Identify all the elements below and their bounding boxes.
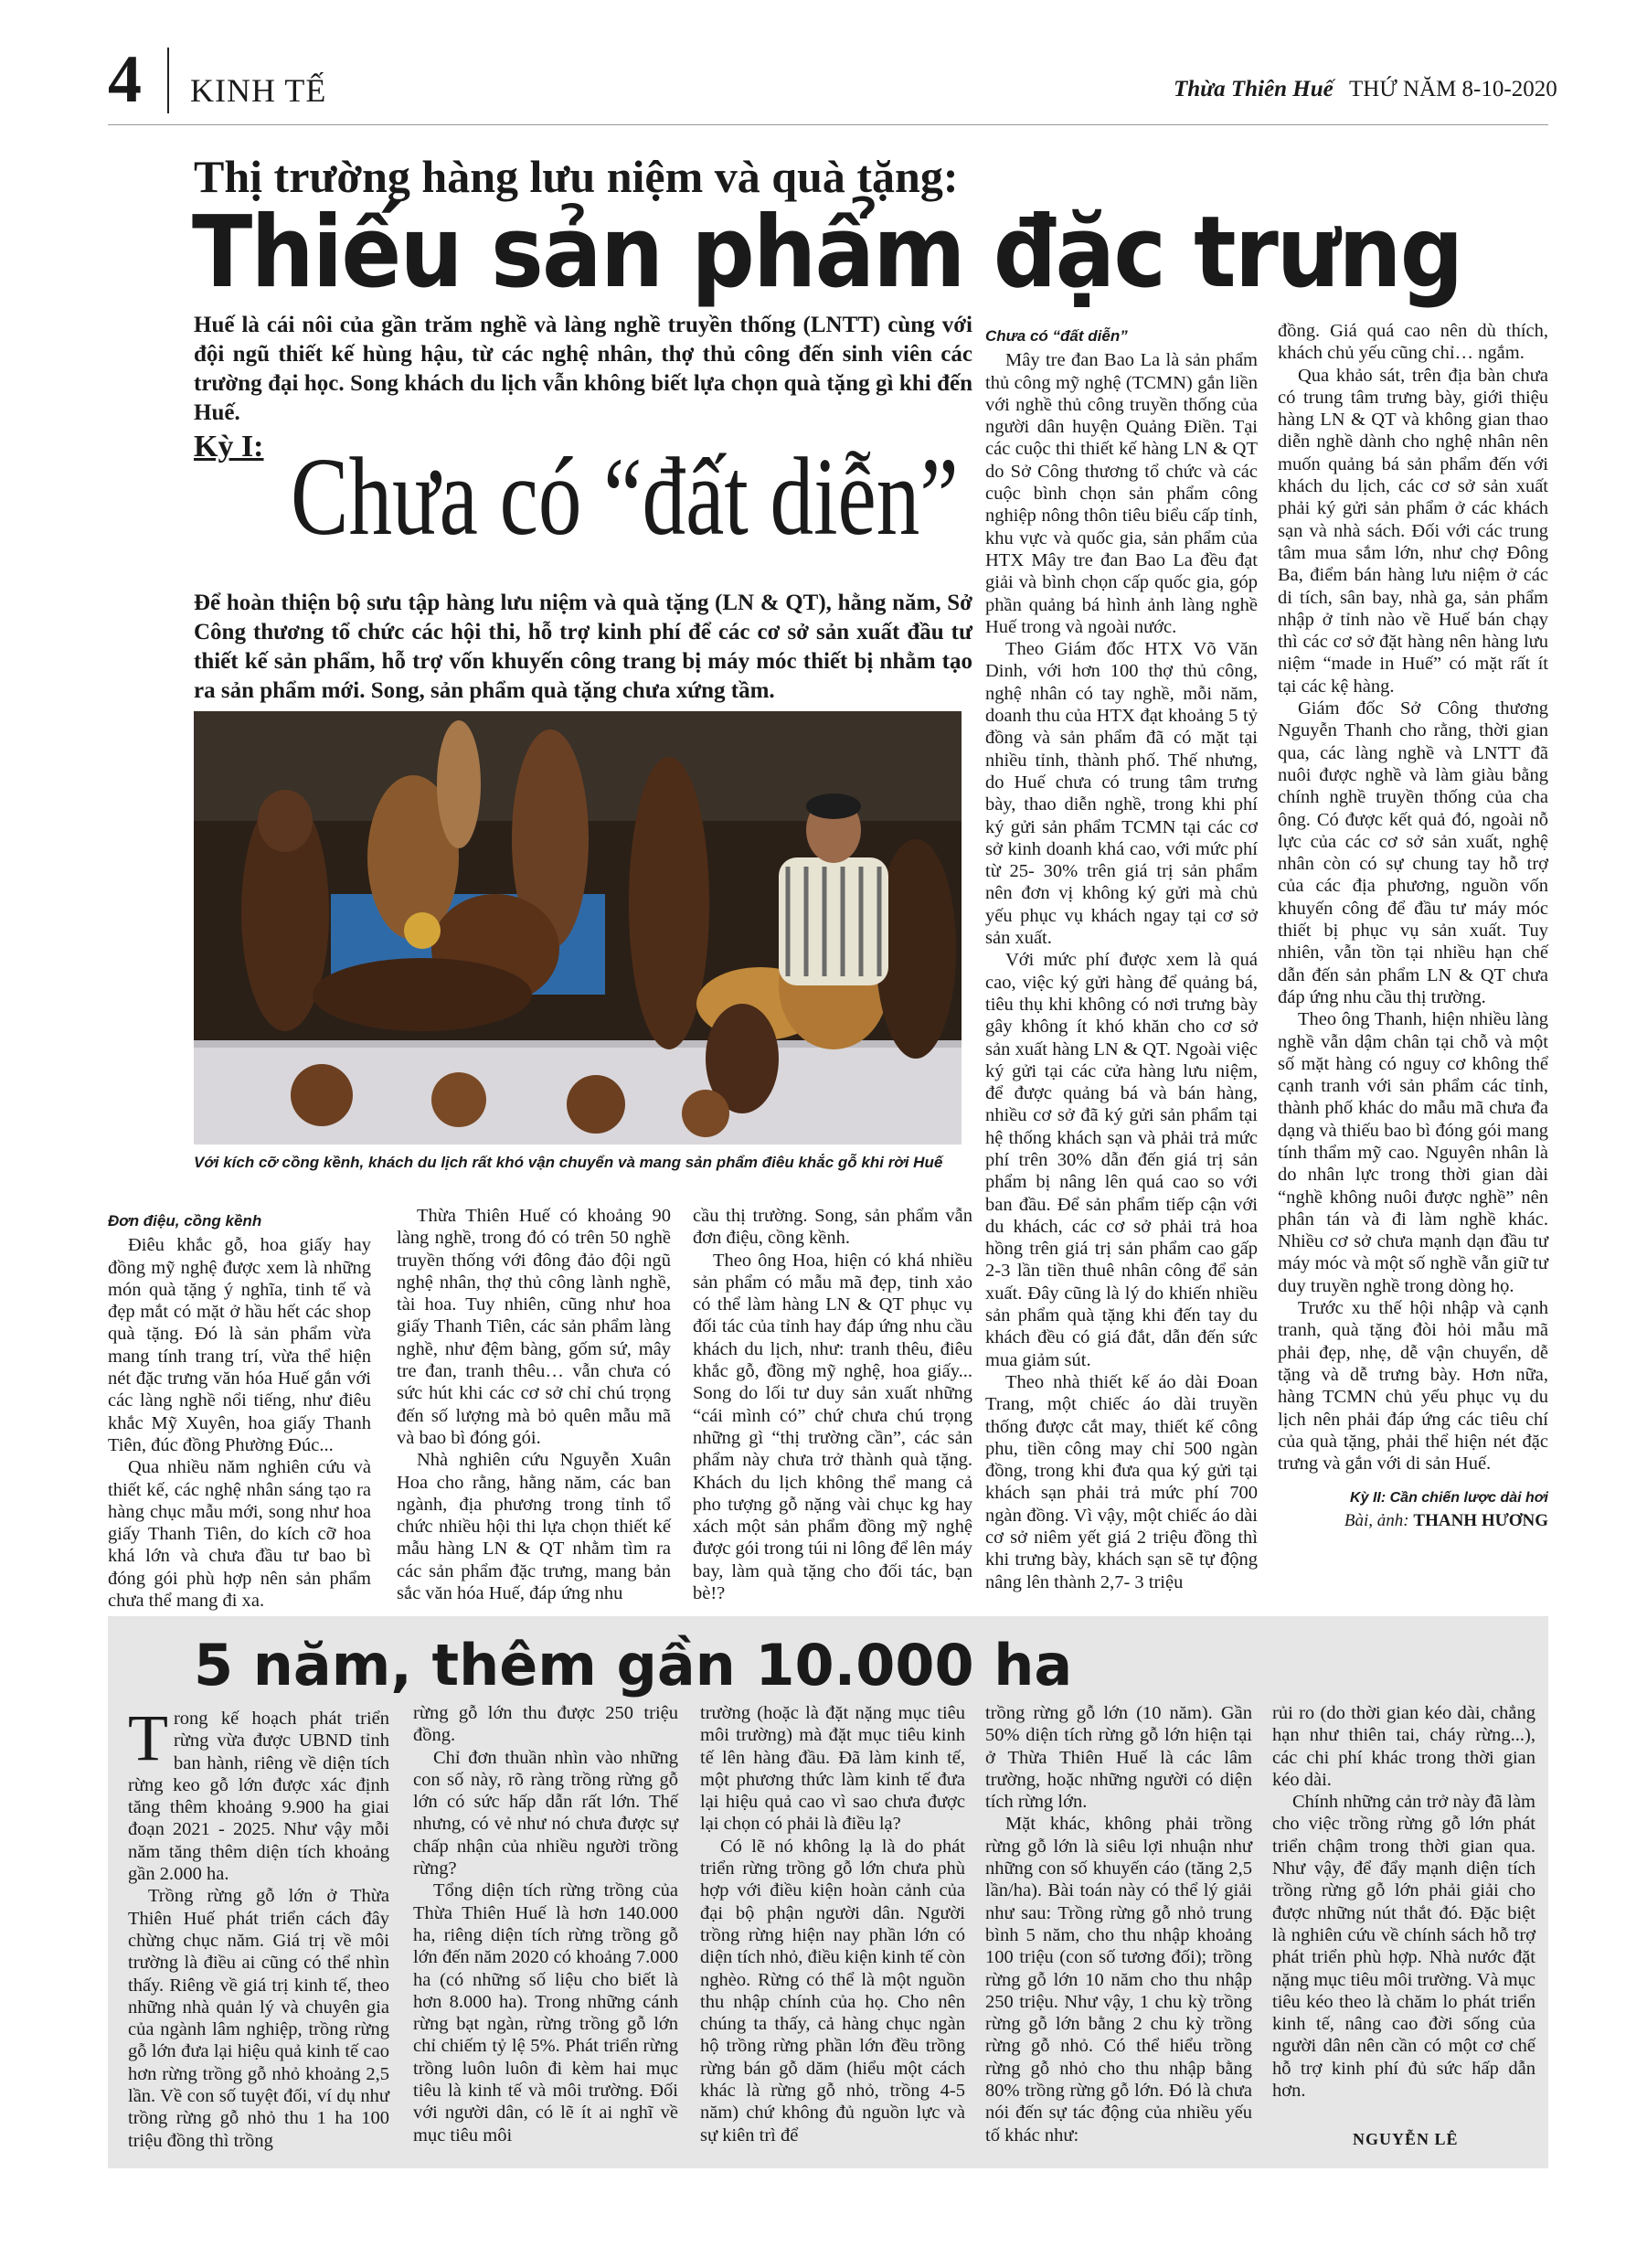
box-column-2 bbox=[413, 1702, 678, 2146]
paragraph: Có lẽ nó không lạ là do phát triển rừng trồng gỗ lớn chưa phù hợp với điều kiện hoàn cảnh của đại bộ phận người dân. Người trồng rừng hiện nay phần lớn có diện tích nhỏ, điều kiện kinh tế còn nghèo. Rừng có thể là một nguồn thu nhập chính của họ. Cho nên chúng ta thấy, cả hàng chục ngàn hộ trồng rừng phần lớn đều trồng rừng bán gỗ dăm (hiểu một cách khác là rừng gỗ nhỏ, trồng 4-5 năm) chứ không đủ nguồn lực và sự kiên trì để bbox=[700, 1836, 965, 2146]
section-subheading: Đơn điệu, cồng kềnh bbox=[108, 1212, 262, 1230]
article-kicker: Thị trường hàng lưu niệm và quà tặng: bbox=[194, 151, 959, 202]
header-divider bbox=[167, 48, 169, 113]
paragraph: trồng rừng gỗ lớn (10 năm). Gần 50% diện tích rừng gỗ lớn hiện tại ở Thừa Thiên Huế là các lâm trường, hoặc những người có diện tích rừng lớn. bbox=[985, 1703, 1252, 1813]
drop-cap: T bbox=[128, 1701, 168, 1774]
article-column-2 bbox=[397, 1205, 671, 1604]
box-column-5 bbox=[1272, 1702, 1535, 2102]
next-part-teaser: Kỳ II: Cần chiến lược dài hơi bbox=[1350, 1490, 1548, 1507]
paragraph: Qua nhiều năm nghiên cứu và thiết kế, các nghệ nhân sáng tạo ra hàng chục mẫu mới, song như hoa giấy Thanh Tiên, do kích cỡ hoa khá lớn và chưa đầu tư bao bì đóng gói phù hợp nên sản phẩm chưa thể mang đi xa. bbox=[108, 1457, 371, 1612]
page-number: 4 bbox=[108, 42, 142, 117]
byline-author: THANH HƯƠNG bbox=[1413, 1510, 1548, 1530]
paragraph: trường (hoặc là đặt nặng mục tiêu môi trường) mà đặt mục tiêu kinh tế lên hàng đầu. Đã làm kinh tế, một phương thức làm kinh tế đưa lại hiệu quả cao vì sao chưa được lại chọn có phải là điều lạ? bbox=[700, 1703, 965, 1835]
paragraph: Mặt khác, không phải trồng rừng gỗ lớn là siêu lợi nhuận như những con số khuyến cáo (tăng 2,5 lần/ha). Bài toán này có thể lý giải như sau: Trồng rừng gỗ nhỏ trung bình 5 năm, cho thu nhập khoảng 100 triệu (con số tương đối); trồng rừng gỗ lớn 10 năm cho thu nhập 250 triệu. Như vậy, 1 chu kỳ trồng rừng gỗ lớn bằng 2 chu kỳ trồng rừng gỗ nhỏ. Có thể hiểu trồng rừng gỗ nhỏ cho thu nhập bằng 80% trồng rừng gỗ lớn. Đó là chưa nói đến sự tác động của nhiều yếu tố khác như: bbox=[985, 1814, 1252, 2146]
paragraph: rừng gỗ lớn thu được 250 triệu đồng. bbox=[413, 1703, 678, 1746]
paragraph: Với mức phí được xem là quá cao, việc ký gửi hàng để quảng bá, tiêu thụ khi không có nơi trưng bày gây không ít khó khăn cho cơ sở sản xuất hàng LN & QT. Ngoài việc ký gửi tại các cửa hàng lưu niệm, để được quảng bá và bán hàng, nhiều cơ sở đã ký gửi sản phẩm tại hệ thống khách sạn và phải trả mức phí trên 30% dẫn đến giá trị sản phẩm bị nâng lên quá cao so với ban đầu. Để sản phẩm tiếp cận với du khách, các cơ sở phải trả hoa hồng trên giá trị sản phẩm cao gấp 2-3 lần tiền thuê nhân công để sản xuất. Đây cũng là lý do khiến nhiều sản phẩm quà tặng khi đến tay du khách đều có giá đắt, dẫn đến sức mua giảm sút. bbox=[985, 950, 1258, 1370]
paragraph: Trồng rừng gỗ lớn ở Thừa Thiên Huế phát triển cách đây chừng chục năm. Giá trị về môi trường là điều ai cũng có thể nhìn thấy. Riêng về giá trị kinh tế, theo những nhà quản lý và chuyên gia của ngành lâm nghiệp, trồng rừng gỗ lớn đưa lại hiệu quả kinh tế cao hơn rừng trồng gỗ nhỏ khoảng 2,5 lần. Về con số tuyệt đối, ví dụ như trồng rừng gỗ nhỏ thu 1 ha 100 triệu đồng thì trồng bbox=[128, 1886, 389, 2151]
article-column-4 bbox=[985, 325, 1258, 1593]
paragraph: Nhà nghiên cứu Nguyễn Xuân Hoa cho rằng, hằng năm, các ban ngành, địa phương trong tỉnh tổ chức nhiều hội thi lựa chọn thiết kế mẫu hàng LN & QT nhằm tìm ra các sản phẩm đặc trưng, mang bản sắc văn hóa Huế, đáp ứng nhu bbox=[397, 1450, 671, 1604]
header-rule bbox=[108, 124, 1548, 125]
article-headline: Thiếu sản phẩm đặc trưng bbox=[192, 196, 1462, 310]
paragraph: đồng. Giá quá cao nên dù thích, khách chủ yếu cũng chỉ… ngắm. bbox=[1278, 321, 1548, 364]
paragraph: Theo nhà thiết kế áo dài Đoan Trang, một chiếc áo dài truyền thống được cắt may, thiết kế công phu, tiền công may chỉ 500 ngàn đồng, trong khi đưa qua ký gửi tại khách sạn phải trả mức phí 700 ngàn đồng. Vì vậy, một chiếc áo dài cơ sở niêm yết giá 2 triệu đồng thì khi trưng bày, khách sạn sẽ tự động nâng lên thành 2,7- 3 triệu bbox=[985, 1371, 1258, 1592]
paragraph: rủi ro (do thời gian kéo dài, chẳng hạn như thiên tai, cháy rừng...), các chi phí khác trong thời gian kéo dài. bbox=[1272, 1703, 1535, 1790]
paragraph bbox=[128, 1701, 389, 1885]
paragraph: Theo Giám đốc HTX Võ Văn Dinh, với hơn 100 thợ thủ công, nghệ nhân có tay nghề, mỗi năm, doanh thu của HTX đạt khoảng 5 tỷ đồng và sản phẩm đã có mặt tại nhiều tỉnh, thành phố. Thế nhưng, do Huế chưa có trung tâm trưng bày, thao diễn nghề, trong khi phí ký gửi sản phẩm TCMN tại các cơ sở kinh doanh khá cao, với mức phí từ 25- 30% trên giá trị sản phẩm nên đơn vị không ký gửi mà chủ yếu phục vụ khách ngay tại cơ sở sản xuất. bbox=[985, 639, 1258, 949]
article-column-5 bbox=[1278, 320, 1548, 1532]
paragraph: Mây tre đan Bao La là sản phẩm thủ công mỹ nghệ (TCMN) gắn liền với nghề thủ công truyền thống của người dân huyện Quảng Điền. Tại các cuộc thi thiết kế hàng LN & QT do Sở Công thương tổ chức và các cuộc bình chọn sản phẩm công nghiệp nông thôn tiêu biểu cấp tỉnh, khu vực và quốc gia, sản phẩm của HTX Mây tre đan Bao La đều đạt giải và bình chọn cấp quốc gia, góp phần quảng bá hình ảnh làng nghề Huế trong và ngoài nước. bbox=[985, 350, 1258, 637]
photo-caption: Với kích cỡ cồng kềnh, khách du lịch rất khó vận chuyển và mang sản phẩm điêu khắc gỗ khi rời Huế bbox=[194, 1154, 943, 1171]
paragraph: Chính những cản trở này đã làm cho việc trồng rừng gỗ lớn phát triển chậm trong thời gian qua. Như vậy, để đẩy mạnh diện tích trồng rừng gỗ lớn phải giải cho được những nút thắt đó. Đặc biệt là nghiên cứu về chính sách hỗ trợ phát triển phù hợp. Nhà nước đặt nặng mục tiêu môi trường. Và mục tiêu kéo theo là chăm lo phát triển kinh tế, nâng cao đời sống của người dân nên cần có một cơ chế hỗ trợ kinh phí đủ sức hấp dẫn hơn. bbox=[1272, 1792, 1535, 2102]
paragraph: cầu thị trường. Song, sản phẩm vẫn đơn điệu, cồng kềnh. bbox=[693, 1206, 972, 1249]
byline-label: Bài, ảnh: bbox=[1344, 1510, 1409, 1530]
paragraph-text: rong kế hoạch phát triển rừng vừa được UBND tỉnh ban hành, riêng về diện tích rừng keo gỗ lớn được xác định tăng thêm khoảng 9.900 ha giai đoạn 2021 - 2025. Như vậy mỗi năm tăng thêm diện tích khoảng gần 2.000 ha. bbox=[128, 1709, 389, 1885]
article-lead: Huế là cái nôi của gần trăm nghề và làng nghề truyền thống (LNTT) cùng với đội ngũ thiết kế hùng hậu, từ các nghệ nhân, thợ thủ công đến sinh viên các trường đại học. Song khách du lịch vẫn không biết lựa chọn quà tặng gì khi đến Huế. bbox=[194, 313, 972, 425]
paragraph: Tổng diện tích rừng trồng của Thừa Thiên Huế là hơn 140.000 ha, riêng diện tích rừng trồng gỗ lớn đến năm 2020 có khoảng 7.000 ha (có những số liệu cho biết là hơn 8.000 ha). Trong những cánh rừng bạt ngàn, rừng trồng gỗ lớn chỉ chiếm tỷ lệ 5%. Phát triển rừng trồng luôn luôn đi kèm hai mục tiêu là kinh tế và môi trường. Đối với người dân, có lẽ ít ai nghĩ về mục tiêu môi bbox=[413, 1880, 678, 2146]
byline bbox=[1278, 1510, 1548, 1532]
article-column-3 bbox=[693, 1205, 972, 1604]
woodcarving-photo-illustration bbox=[194, 711, 962, 1145]
paragraph: Điêu khắc gỗ, hoa giấy hay đồng mỹ nghệ được xem là những món quà tặng ý nghĩa, tinh tế và đẹp mắt có mặt ở hầu hết các shop quà tặng. Đó là sản phẩm vừa mang tính trang trí, vừa thể hiện nét đặc trưng văn hóa Huế gắn với các làng nghề nổi tiếng, như điêu khắc Mỹ Xuyên, hoa giấy Thanh Tiên, đúc đồng Phường Đúc... bbox=[108, 1235, 371, 1455]
article-subheadline: Chưa có “đất diễn” bbox=[291, 435, 959, 559]
article-photo bbox=[194, 711, 962, 1145]
box-column-1 bbox=[128, 1701, 389, 2152]
paragraph: Trước xu thế hội nhập và cạnh tranh, quà tặng đòi hỏi mẫu mã phải đẹp, nhẹ, dễ vận chuyển, dễ tặng và dễ trưng bày. Hơn nữa, hàng TCMN chủ yếu phục vụ du lịch nên phải đáp ứng các tiêu chí của quà tặng, phải thể hiện nét đặc trưng và gắn với di sản Huế. bbox=[1278, 1298, 1548, 1475]
part-label: Kỳ I: bbox=[194, 430, 264, 463]
paragraph: Theo ông Thanh, hiện nhiều làng nghề vẫn dậm chân tại chỗ và một số mặt hàng có nguy cơ không thể cạnh tranh với sản phẩm các tỉnh, thành phố khác do mẫu mã chưa đa dạng và thiếu bao bì đóng gói mang tính thẩm mỹ cao. Nguyên nhân là do nhân lực trong thời gian dài “nghề không nuôi được nghề” nên phân tán và đi làm nghề khác. Nhiều cơ sở chưa mạnh dạn đầu tư máy móc và một số nghề vẫn giữ tư duy truyền nghề trong dòng họ. bbox=[1278, 1009, 1548, 1296]
article-sublead: Để hoàn thiện bộ sưu tập hàng lưu niệm và quà tặng (LN & QT), hằng năm, Sở Công thương tổ chức các hội thi, hỗ trợ kinh phí để các cơ sở sản xuất đầu tư thiết kế sản phẩm, hỗ trợ vốn khuyến công trang bị máy móc thiết bị nhằm tạo ra sản phẩm mới. Song, sản phẩm quà tặng chưa xứng tầm. bbox=[194, 591, 972, 703]
paragraph: Theo ông Hoa, hiện có khá nhiều sản phẩm có mẫu mã đẹp, tinh xảo có thể làm hàng LN & QT phục vụ đối tác của tỉnh hay đáp ứng nhu cầu khách du lịch, như: tranh thêu, điêu khắc gỗ, đồng mỹ nghệ, hoa giấy... Song do lối tư duy sản xuất những “cái mình có” chứ chưa chú trọng những gì “thị trường cần”, các sản phẩm này chưa trở thành quà tặng. Khách du lịch không thể mang cả pho tượng gỗ nặng vài chục kg hay xách một sản phẩm đồng mỹ nghệ được gói trong túi ni lông để lên máy bay, làm quà tặng cho đối tác, bạn bè!? bbox=[693, 1250, 972, 1604]
paragraph: Thừa Thiên Huế có khoảng 90 làng nghề, trong đó có trên 50 nghề truyền thống với đông đảo đội ngũ nghệ nhân, thợ thủ công lành nghề, tài hoa. Tuy nhiên, cũng như hoa giấy Thanh Tiên, các sản phẩm làng nghề, như đệm bàng, gốm sứ, mây tre đan, tranh thêu… vẫn chưa có sức hút khi các cơ sở chỉ chú trọng đến số lượng mà bỏ quên mẫu mã và bao bì đóng gói. bbox=[397, 1206, 671, 1448]
box-headline: 5 năm, thêm gần 10.000 ha bbox=[194, 1632, 1073, 1698]
section-name: KINH TẾ bbox=[190, 72, 327, 109]
issue-date: THỨ NĂM 8-10-2020 bbox=[1349, 77, 1557, 101]
box-column-4 bbox=[985, 1702, 1252, 2146]
article-column-1 bbox=[108, 1210, 371, 1612]
paragraph: Chỉ đơn thuần nhìn vào những con số này, rõ ràng trồng rừng gỗ lớn có sức hấp dẫn rất lớn. Thế nhưng, có vẻ như nó chưa được sự chấp nhận của nhiều người trồng rừng? bbox=[413, 1747, 678, 1879]
paragraph: Giám đốc Sở Công thương Nguyễn Thanh cho rằng, thời gian qua, các làng nghề và LNTT đã nuôi được nghề và làm giàu bằng chính nghề truyền thống của cha ông. Có được kết quả đó, ngoài nỗ lực của các cơ sở sản xuất, nghệ nhân còn có sự chung tay hỗ trợ của các địa phương, nguồn vốn khuyến công để đầu tư máy móc thiết bị phục vụ sản xuất. Tuy nhiên, vẫn tồn tại nhiều hạn chế dẫn đến sản phẩm LN & QT chưa đáp ứng nhu cầu thị trường. bbox=[1278, 698, 1548, 1007]
box-column-3 bbox=[700, 1702, 965, 2146]
box-author: NGUYỄN LÊ bbox=[1353, 2130, 1459, 2148]
paragraph: Qua khảo sát, trên địa bàn chưa có trung tâm trưng bày, giới thiệu hàng LN & QT và không gian thao diễn nghề dành cho nghệ nhân nên muốn quảng bá sản phẩm đến với khách du lịch, các cơ sở sản xuất phải ký gửi sản phẩm ở các khách sạn và nhà sách. Đối với các trung tâm mua sắm lớn, như chợ Đông Ba, điểm bán hàng lưu niệm ở các di tích, sân bay, nhà ga, sản phẩm nhập ở tỉnh nào về Huế bán chạy thì các cơ sở đặt hàng nên hàng lưu niệm “made in Huế” có mặt rất ít tại các kệ hàng. bbox=[1278, 365, 1548, 697]
section-subheading: Chưa có “đất diễn” bbox=[985, 327, 1128, 345]
newspaper-name: Thừa Thiên Huế bbox=[1174, 77, 1334, 101]
